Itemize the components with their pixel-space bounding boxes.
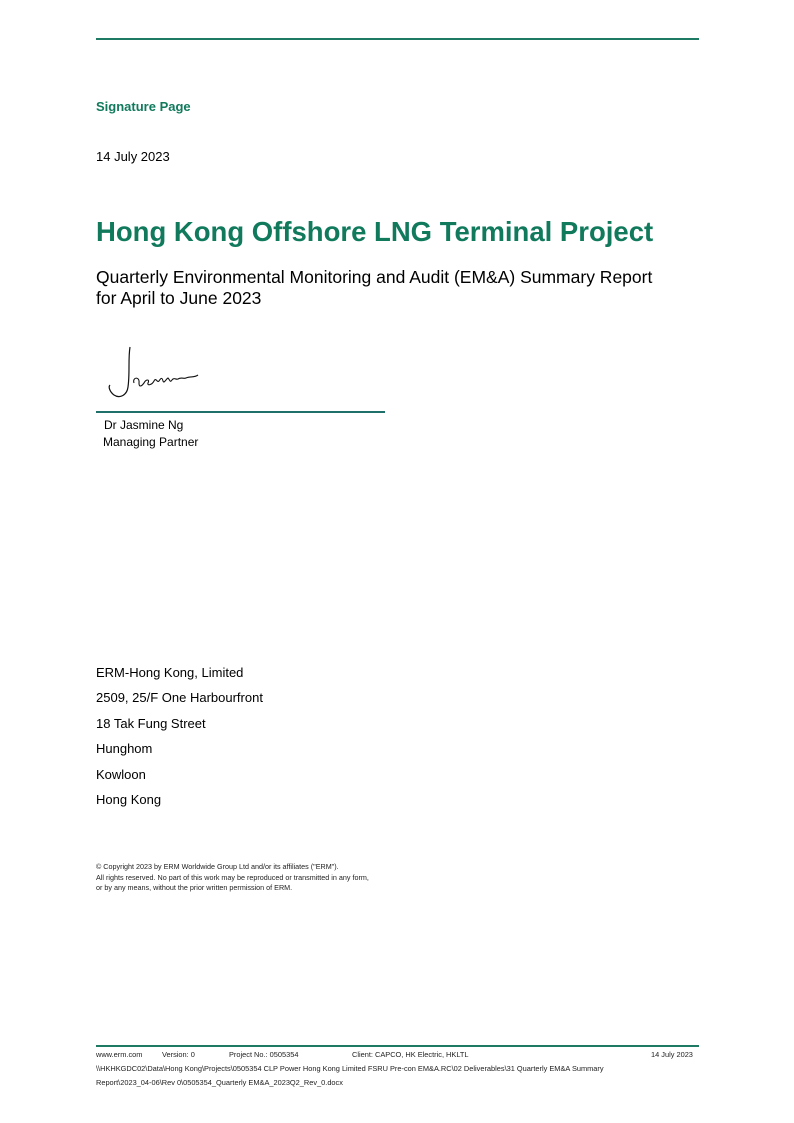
- address-line-district: Hunghom: [96, 741, 153, 756]
- footer-date: 14 July 2023: [651, 1050, 693, 1059]
- address-line-building: 2509, 25/F One Harbourfront: [96, 690, 263, 705]
- signer-title: Managing Partner: [103, 435, 199, 449]
- address-line-street: 18 Tak Fung Street: [96, 716, 206, 731]
- document-date: 14 July 2023: [96, 149, 170, 164]
- subtitle-line-1: Quarterly Environmental Monitoring and Audit (EM&A) Summary Report: [96, 267, 653, 287]
- copyright-notice: [96, 862, 369, 894]
- footer-rule: [96, 1045, 699, 1047]
- subtitle-line-2: for April to June 2023: [96, 288, 262, 308]
- copyright-line-2: All rights reserved. No part of this work may be reproduced or transmitted in any form,: [96, 872, 369, 882]
- signer-name: Dr Jasmine Ng: [104, 418, 184, 432]
- section-label: Signature Page: [96, 99, 191, 114]
- footer-version: Version: 0: [162, 1050, 195, 1059]
- footer-project-no: Project No.: 0505354: [229, 1050, 299, 1059]
- address-line-area: Kowloon: [96, 767, 146, 782]
- copyright-line-1: © Copyright 2023 by ERM Worldwide Group Ltd and/or its affiliates ("ERM").: [96, 862, 339, 871]
- footer-website: www.erm.com: [96, 1050, 143, 1059]
- signature-rule: [96, 411, 385, 413]
- header-rule: [96, 38, 699, 40]
- footer-file-path-line-2: Report\2023_04-06\Rev 0\0505354_Quarterly EM&A_2023Q2_Rev_0.docx: [96, 1078, 343, 1087]
- address-line-city: Hong Kong: [96, 792, 162, 807]
- address-line-company: ERM-Hong Kong, Limited: [96, 665, 244, 680]
- report-subtitle: [96, 267, 716, 309]
- report-title: Hong Kong Offshore LNG Terminal Project: [96, 216, 654, 247]
- footer-client: Client: CAPCO, HK Electric, HKLTL: [352, 1050, 469, 1059]
- footer-file-path-line-1: \\HKHKGDC02\Data\Hong Kong\Projects\0505354 CLP Power Hong Kong Limited FSRU Pre-con EM&A.RC\02 Deliverables\31 Quarterly EM&A Summary: [96, 1064, 604, 1073]
- copyright-line-3: or by any means, without the prior written permission of ERM.: [96, 883, 293, 892]
- signature-icon: [104, 343, 224, 403]
